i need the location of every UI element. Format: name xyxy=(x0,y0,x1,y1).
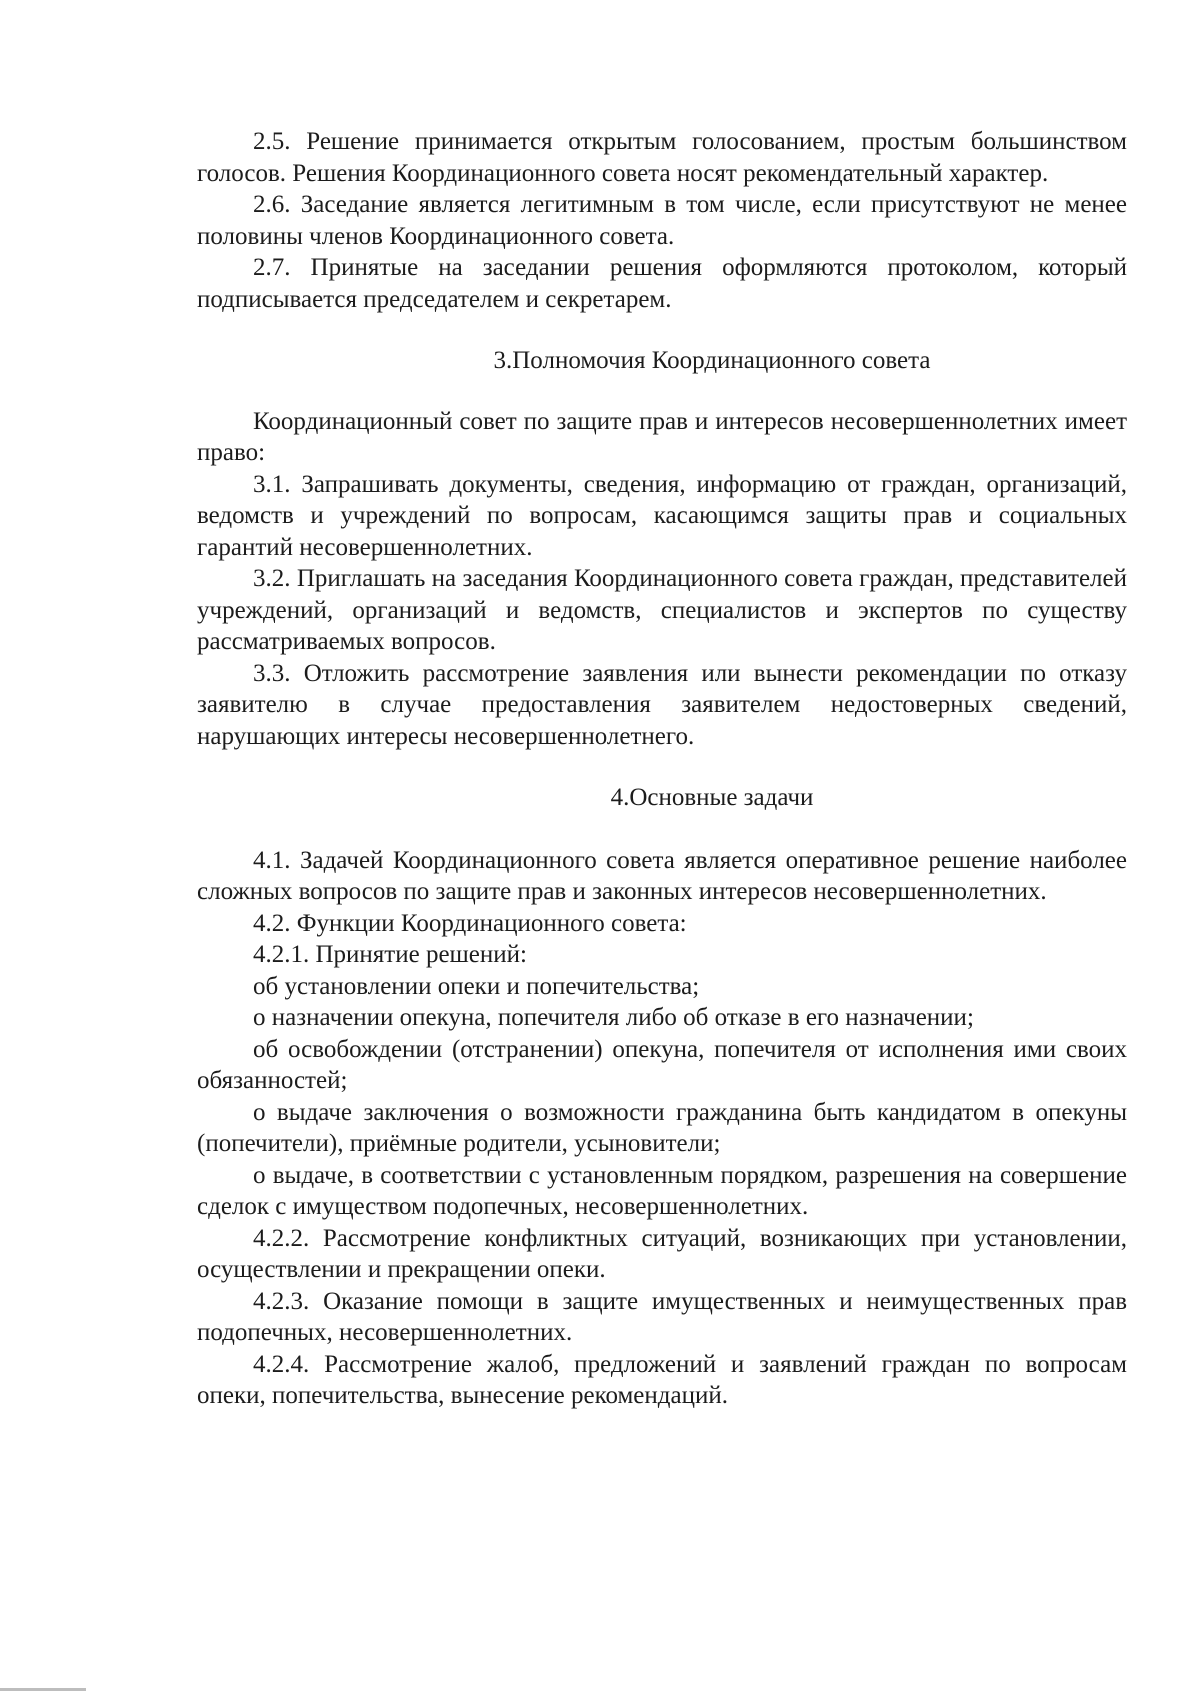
list-item-guardianship: об установлении опеки и попечительства; xyxy=(253,972,700,1000)
paragraph-4-2-3: 4.2.3. Оказание помощи в защите имущественных и неимущественных прав подопечных, несовершеннолетних. xyxy=(197,1287,1127,1346)
scan-edge-mark xyxy=(0,1688,86,1691)
paragraph-4-2-4: 4.2.4. Рассмотрение жалоб, предложений и заявлений граждан по вопросам опеки, попечительства, вынесение рекомендаций. xyxy=(197,1350,1127,1409)
paragraph-3-2: 3.2. Приглашать на заседания Координационного совета граждан, представителей учреждений, организаций и ведомств, специалистов и экспертов по существу рассматриваемых вопросов. xyxy=(197,565,1127,655)
paragraph-2-7: 2.7. Принятые на заседании решения оформляются протоколом, который подписывается председателем и секретарем. xyxy=(197,254,1127,313)
spacer xyxy=(197,752,1127,782)
paragraph-3-1: 3.1. Запрашивать документы, сведения, информацию от граждан, организаций, ведомств и учреждений по вопросам, касающимся защиты прав и социальных гарантий несовершеннолетних. xyxy=(197,470,1127,561)
section-4-heading: 4.Основные задачи xyxy=(610,784,814,811)
spacer xyxy=(197,377,1127,406)
paragraph-4-2-1: 4.2.1. Принятие решений: xyxy=(253,941,527,968)
list-item-appointment: о назначении опекуна, попечителя либо об отказе в его назначении; xyxy=(253,1004,974,1031)
paragraph-3-3: 3.3. Отложить рассмотрение заявления или вынести рекомендации по отказу заявителю в случае предоставления заявителем недостоверных сведений, нарушающих интересы несовершеннолетнего. xyxy=(197,659,1127,750)
spacer xyxy=(197,315,1127,345)
paragraph-4-2-2: 4.2.2. Рассмотрение конфликтных ситуаций, возникающих при установлении, осуществлении и прекращении опеки. xyxy=(197,1224,1127,1283)
paragraph-4-2: 4.2. Функции Координационного совета: xyxy=(253,909,687,937)
paragraph-2-6: 2.6. Заседание является легитимным в том числе, если присутствуют не менее половины членов Координационного совета. xyxy=(197,191,1127,250)
paragraph-4-1: 4.1. Задачей Координационного совета является оперативное решение наиболее сложных вопросов по защите прав и законных интересов несовершеннолетних. xyxy=(197,846,1127,905)
paragraph-2-5: 2.5. Решение принимается открытым голосованием, простым большинством голосов. Решения Координационного совета носят рекомендательный характер. xyxy=(197,128,1127,187)
list-item-conclusion: о выдаче заключения о возможности гражданина быть кандидатом в опекуны (попечители), приёмные родители, усыновители; xyxy=(197,1098,1127,1157)
list-item-release: об освобождении (отстранении) опекуна, попечителя от исполнения ими своих обязанностей; xyxy=(197,1035,1127,1094)
section-3-heading: 3.Полномочия Координационного совета xyxy=(493,347,931,374)
list-item-transactions: о выдаче, в соответствии с установленным порядком, разрешения на совершение сделок с имуществом подопечных, несовершеннолетних. xyxy=(197,1161,1127,1220)
section-3-intro: Координационный совет по защите прав и интересов несовершеннолетних имеет право: xyxy=(197,407,1127,466)
document-body xyxy=(197,126,1127,1412)
spacer xyxy=(197,814,1127,845)
